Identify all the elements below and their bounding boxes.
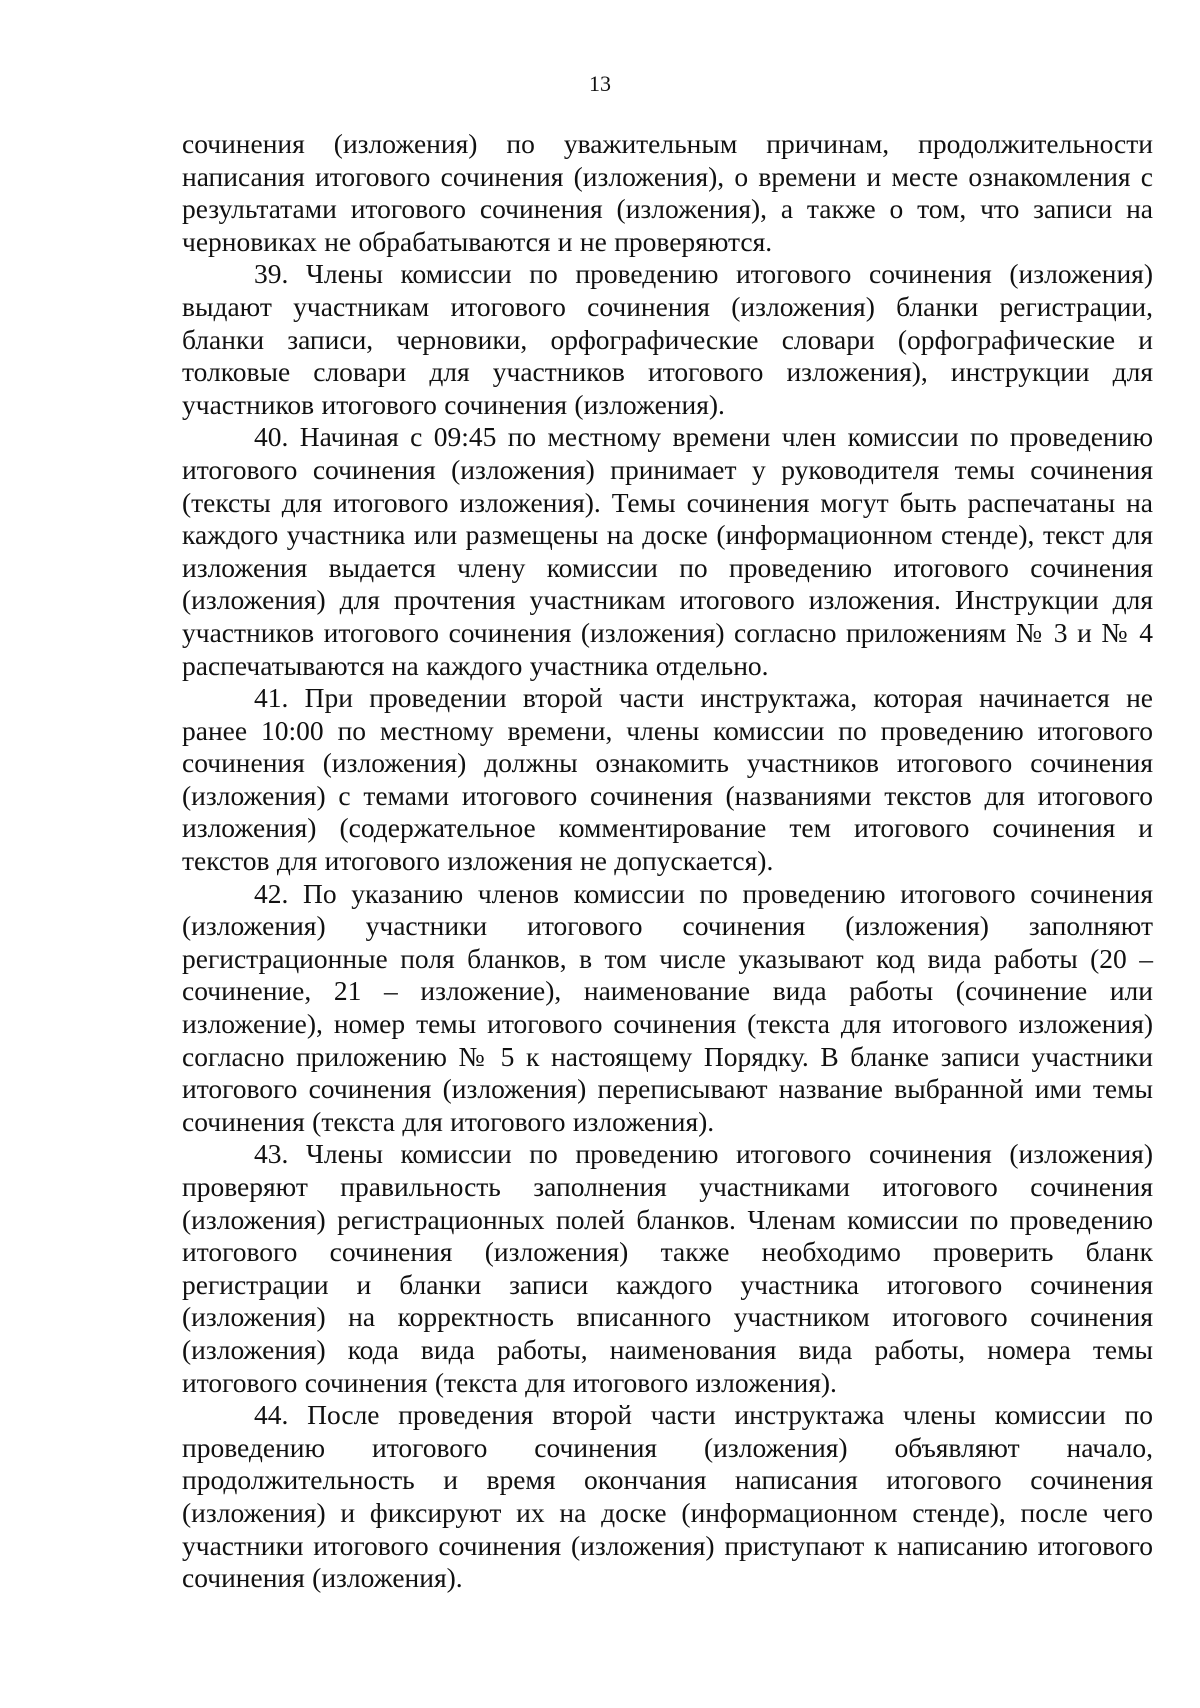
paragraph-41: 41. При проведении второй части инструктажа, которая начинается не ранее 10:00 по местному времени, члены комиссии по проведению итогового сочинения (изложения) должны ознакомить участников итогового сочинения (изложения) с темами итогового сочинения (названиями текстов для итогового изложения) (содержательное комментирование тем итогового сочинения и текстов для итогового изложения не допускается). [182, 682, 1153, 877]
paragraph-40: 40. Начиная с 09:45 по местному времени член комиссии по проведению итогового сочинения (изложения) принимает у руководителя темы сочинения (тексты для итогового изложения). Темы сочинения могут быть распечатаны на каждого участника или размещены на доске (информационном стенде), текст для изложения выдается члену комиссии по проведению итогового сочинения (изложения) для прочтения участникам итогового изложения. Инструкции для участников итогового сочинения (изложения) согласно приложениям № 3 и № 4 распечатываются на каждого участника отдельно. [182, 421, 1153, 681]
paragraph-42: 42. По указанию членов комиссии по проведению итогового сочинения (изложения) участники итогового сочинения (изложения) заполняют регистрационные поля бланков, в том числе указывают код вида работы (20 – сочинение, 21 – изложение), наименование вида работы (сочинение или изложение), номер темы итогового сочинения (текста для итогового изложения) согласно приложению № 5 к настоящему Порядку. В бланке записи участники итогового сочинения (изложения) переписывают название выбранной ими темы сочинения (текста для итогового изложения). [182, 877, 1153, 1137]
paragraph-43: 43. Члены комиссии по проведению итогового сочинения (изложения) проверяют правильность заполнения участниками итогового сочинения (изложения) регистрационных полей бланков. Членам комиссии по проведению итогового сочинения (изложения) также необходимо проверить бланк регистрации и бланки записи каждого участника итогового сочинения (изложения) на корректность вписанного участником итогового сочинения (изложения) кода вида работы, наименования вида работы, номера темы итогового сочинения (текста для итогового изложения). [182, 1138, 1153, 1398]
paragraph-continuation: сочинения (изложения) по уважительным причинам, продолжительности написания итогового сочинения (изложения), о времени и месте ознакомления с результатами итогового сочинения (изложения), а также о том, что записи на черновиках не обрабатываются и не проверяются. [182, 128, 1153, 257]
paragraph-44: 44. После проведения второй части инструктажа члены комиссии по проведению итогового сочинения (изложения) объявляют начало, продолжительность и время окончания написания итогового сочинения (изложения) и фиксируют их на доске (информационном стенде), после чего участники итогового сочинения (изложения) приступают к написанию итогового сочинения (изложения). [182, 1399, 1153, 1594]
document-body [182, 128, 1153, 1595]
paragraph-39: 39. Члены комиссии по проведению итогового сочинения (изложения) выдают участникам итогового сочинения (изложения) бланки регистрации, бланки записи, черновики, орфографические словари (орфографические и толковые словари для участников итогового изложения), инструкции для участников итогового сочинения (изложения). [182, 258, 1153, 420]
page-number: 13 [589, 71, 611, 96]
